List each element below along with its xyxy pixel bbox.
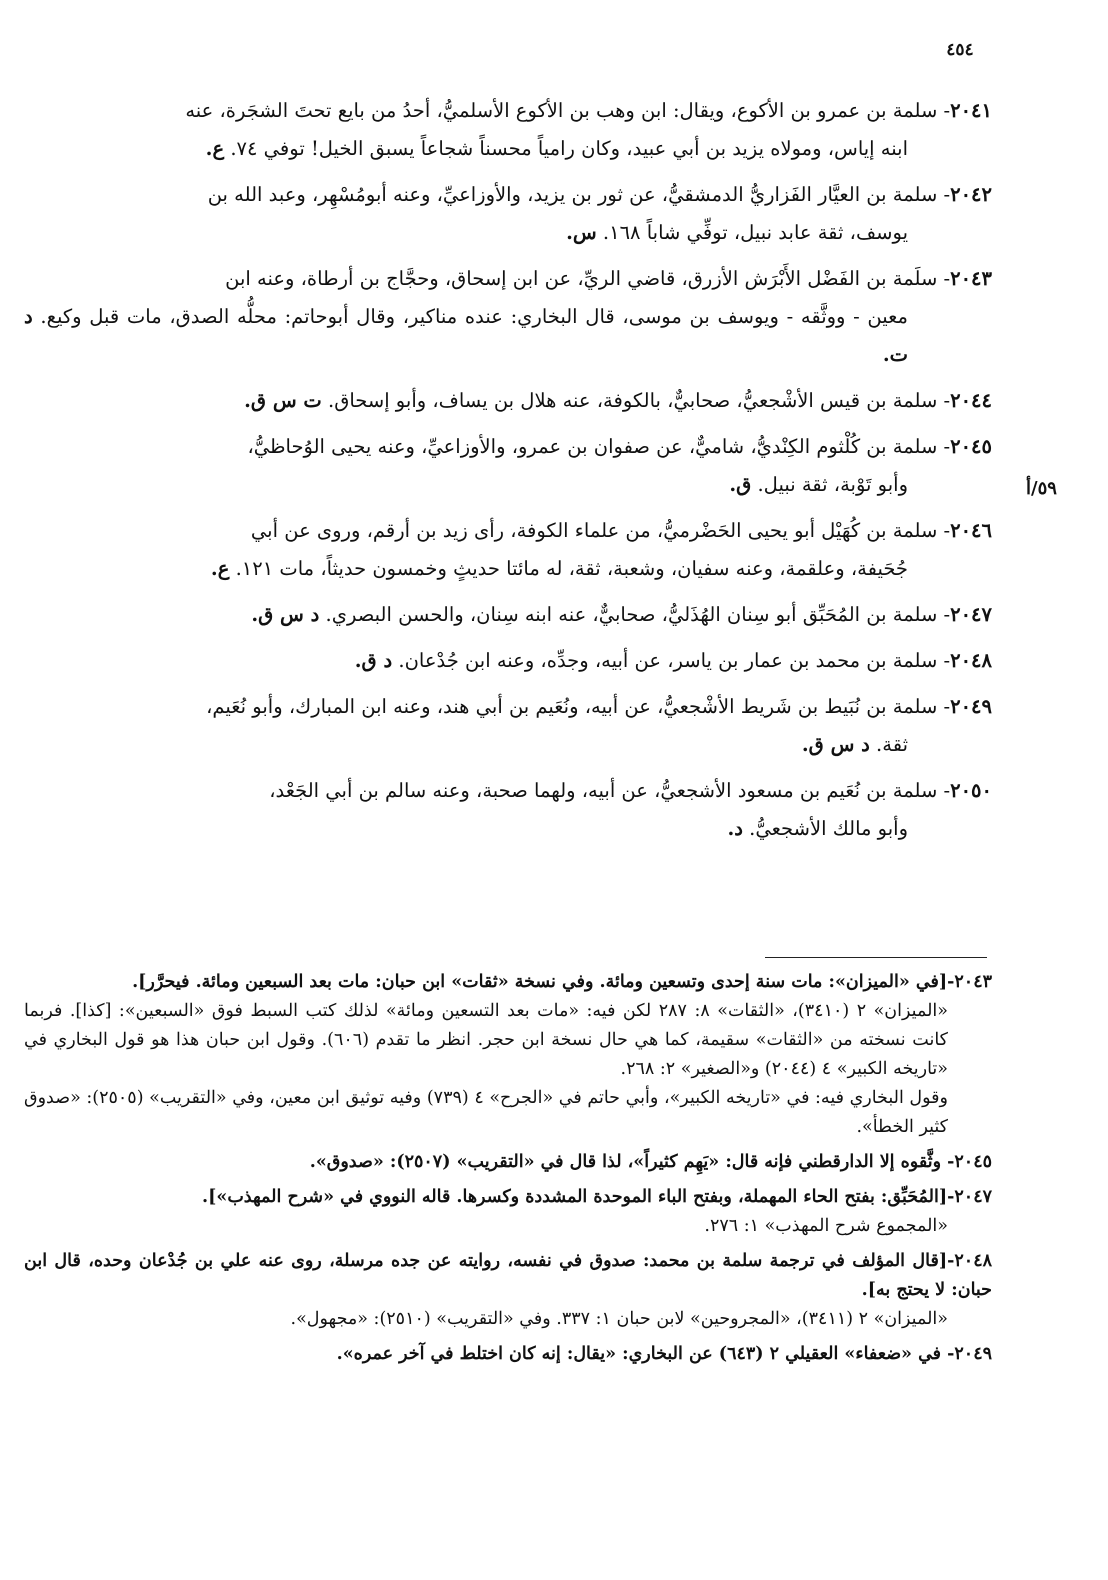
entry (24, 92, 992, 168)
footnote-text: - في «ضعفاء» العقيلي ٢ (٦٤٣) عن البخاري: «يقال: إنه كان اختلط في آخر عمره». (336, 1344, 955, 1364)
source-codes: س. (566, 221, 597, 244)
footnote-number: ٢٠٤٩ (954, 1344, 992, 1364)
entry-number: ٢٠٤٥ (950, 435, 992, 458)
entry-continuation (24, 214, 992, 252)
footnote (24, 1148, 992, 1177)
entry-number: ٢٠٤٤ (950, 389, 992, 412)
footnote-number: ٢٠٤٥ (954, 1152, 992, 1172)
footnote-text: -[في «الميزان»: مات سنة إحدى وتسعين ومائة. وفي نسخة «ثقات» ابن حبان: مات بعد السبعين ومائة. فيحرَّر]. (132, 972, 955, 992)
entry (24, 428, 992, 504)
entry-continuation-text: ابنه إياس، ومولاه يزيد بن أبي عبيد، وكان رامياً محسناً شجاعاً يسبق الخيل! توفي ٧٤. (230, 137, 908, 160)
footnote-text: -[قال المؤلف في ترجمة سلمة بن محمد: صدوق في نفسه، روايته عن جده مرسلة، روى عنه علي بن جُدْعان وحده، قال ابن حبان: لا يحتج به]. (24, 1251, 992, 1300)
entry-continuation (24, 726, 992, 764)
entry-continuation-text: جُحَيفة، وعلقمة، وعنه سفيان، وشعبة، ثقة، له مائتا حديثٍ وخمسون حديثاً، مات ١٢١. (235, 557, 908, 580)
entry-number: ٢٠٤٢ (950, 183, 992, 206)
manuscript-folio-note: ٥٩/أ (1026, 478, 1057, 499)
source-codes: د ت. (24, 305, 908, 366)
footnote-number: ٢٠٤٧ (954, 1187, 992, 1207)
footnote (24, 1183, 992, 1241)
entry-text: - سلمة بن قيس الأشْجعيُّ، صحابيٌّ، بالكوفة، عنه هلال بن يساف، وأبو إسحاق. (328, 389, 951, 412)
entry (24, 642, 992, 680)
footnote (24, 1247, 992, 1334)
page-number: ٤٥٤ (946, 40, 974, 60)
source-codes: د س ق. (801, 733, 870, 756)
entry (24, 176, 992, 252)
source-codes: د. (727, 817, 743, 840)
footnote-text: -[المُحَبِّق: بفتح الحاء المهملة، وبفتح الباء الموحدة المشددة وكسرها. قاله النووي في «شرح المهذب»]. (202, 1187, 955, 1207)
entry-number: ٢٠٤٣ (950, 267, 992, 290)
entry-text: - سلمة بن المُحَبِّق أبو سِنان الهُذَليُّ، صحابيٌّ، عنه ابنه سِنان، والحسن البصري. (325, 603, 951, 626)
entry-continuation-text: معين - ووثَّقه - ويوسف بن موسى، قال البخاري: عنده مناكير، وقال أبوحاتم: محلُّه الصدق، مات قبل وكيع. (40, 305, 909, 328)
entry (24, 512, 992, 588)
entry (24, 688, 992, 764)
entry-text: - سلمة بن كُهَيْل أبو يحيى الحَضْرميُّ، من علماء الكوفة، رأى زيد بن أرقم، وروى عن أبي (250, 519, 951, 542)
entry-continuation-text: يوسف، ثقة عابد نبيل، توفِّي شاباً ١٦٨. (602, 221, 908, 244)
entry-continuation (24, 130, 992, 168)
footnote-text: - وثَّقوه إلا الدارقطني فإنه قال: «يَهِم كثيراً»، لذا قال في «التقريب» (٢٥٠٧): «صدوق». (309, 1152, 955, 1172)
entry-text: - سلمة بن محمد بن عمار بن ياسر، عن أبيه، وجدِّه، وعنه ابن جُدْعان. (398, 649, 951, 672)
footnote-divider (765, 957, 987, 958)
entry-continuation-text: وأبو مالك الأشجعيُّ. (749, 817, 908, 840)
entry-text: - سلمة بن كُلْثوم الكِنْديُّ، شاميٌّ، عن صفوان بن عمرو، والأوزاعيِّ، وعنه يحيى الوُحاظيُّ، (247, 435, 951, 458)
entry-continuation (24, 810, 992, 848)
source-codes: ع. (210, 557, 230, 580)
entry-continuation (24, 298, 992, 374)
source-codes: د ق. (354, 649, 393, 672)
source-codes: ع. (205, 137, 225, 160)
footnote-reference: «المجموع شرح المهذب» ١: ٢٧٦. (704, 1216, 948, 1236)
entry-text: - سلمة بن عمرو بن الأكوع، ويقال: ابن وهب بن الأكوع الأسلميُّ، أحدُ من بايع تحتَ الشجَرة، عنه (185, 99, 951, 122)
entry-text: - سلمة بن نُبَيط بن شَريط الأشْجعيُّ، عن أبيه، ونُعَيم بن أبي هند، وعنه ابن المبارك، وأبو نُعَيم، (206, 695, 951, 718)
footnote-number: ٢٠٤٣ (954, 972, 992, 992)
footnote-reference: «الميزان» ٢ (٣٤١٠)، «الثقات» ٨: ٢٨٧ لكن فيه: «مات بعد التسعين ومائة» لذلك كتب السبط فوق «السبعين»: [كذا]. فربما كانت نسخته من «الثقات» سقيمة، كما هي حال نسخة ابن حجر. انظر ما تقدم (٦٠٦). وقول ابن حبان هذا هو قول البخاري في «تاريخه الكبير» ٤ (٢٠٤٤) و«الصغير» ٢: ٢٦٨. (24, 1001, 948, 1079)
entry-continuation-text: ثقة. (876, 733, 908, 756)
footnotes (24, 968, 992, 1375)
entry (24, 382, 992, 420)
entry-continuation (24, 466, 992, 504)
entry (24, 772, 992, 848)
entry-continuation-text: وأبو تَوْبة، ثقة نبيل. (757, 473, 908, 496)
footnote-reference: «الميزان» ٢ (٣٤١١)، «المجروحين» لابن حبان ١: ٣٣٧. وفي «التقريب» (٢٥١٠): «مجهول». (290, 1309, 948, 1329)
footnote (24, 968, 992, 1142)
entry-text: - سلَمة بن الفَضْل الأَبْرَش الأزرق، قاضي الريِّ، عن ابن إسحاق، وحجَّاج بن أرطاة، وعنه ابن (225, 267, 951, 290)
footnote (24, 1340, 992, 1369)
entry (24, 596, 992, 634)
entry-text: - سلمة بن العيَّار الفَزاريُّ الدمشقيُّ، عن ثور بن يزيد، والأوزاعيِّ، وعنه أبومُسْهِر، وعبد الله بن (207, 183, 951, 206)
footnote-reference: وقول البخاري فيه: في «تاريخه الكبير»، وأبي حاتم في «الجرح» ٤ (٧٣٩) وفيه توثيق ابن معين، وفي «التقريب» (٢٥٠٥): «صدوق كثير الخطأ». (24, 1088, 948, 1137)
entry-text: - سلمة بن نُعَيم بن مسعود الأشجعيُّ، عن أبيه، ولهما صحبة، وعنه سالم بن أبي الجَعْد، (269, 779, 951, 802)
entry-number: ٢٠٤٨ (950, 649, 992, 672)
biography-entries (24, 92, 992, 856)
entry-number: ٢٠٤٧ (950, 603, 992, 626)
source-codes: ت س ق. (244, 389, 322, 412)
entry (24, 260, 992, 374)
entry-continuation (24, 550, 992, 588)
footnote-number: ٢٠٤٨ (954, 1251, 992, 1271)
entry-number: ٢٠٥٠ (950, 779, 992, 802)
entry-number: ٢٠٤٦ (950, 519, 992, 542)
source-codes: ق. (729, 473, 752, 496)
source-codes: د س ق. (251, 603, 320, 626)
entry-number: ٢٠٤١ (950, 99, 992, 122)
entry-number: ٢٠٤٩ (950, 695, 992, 718)
